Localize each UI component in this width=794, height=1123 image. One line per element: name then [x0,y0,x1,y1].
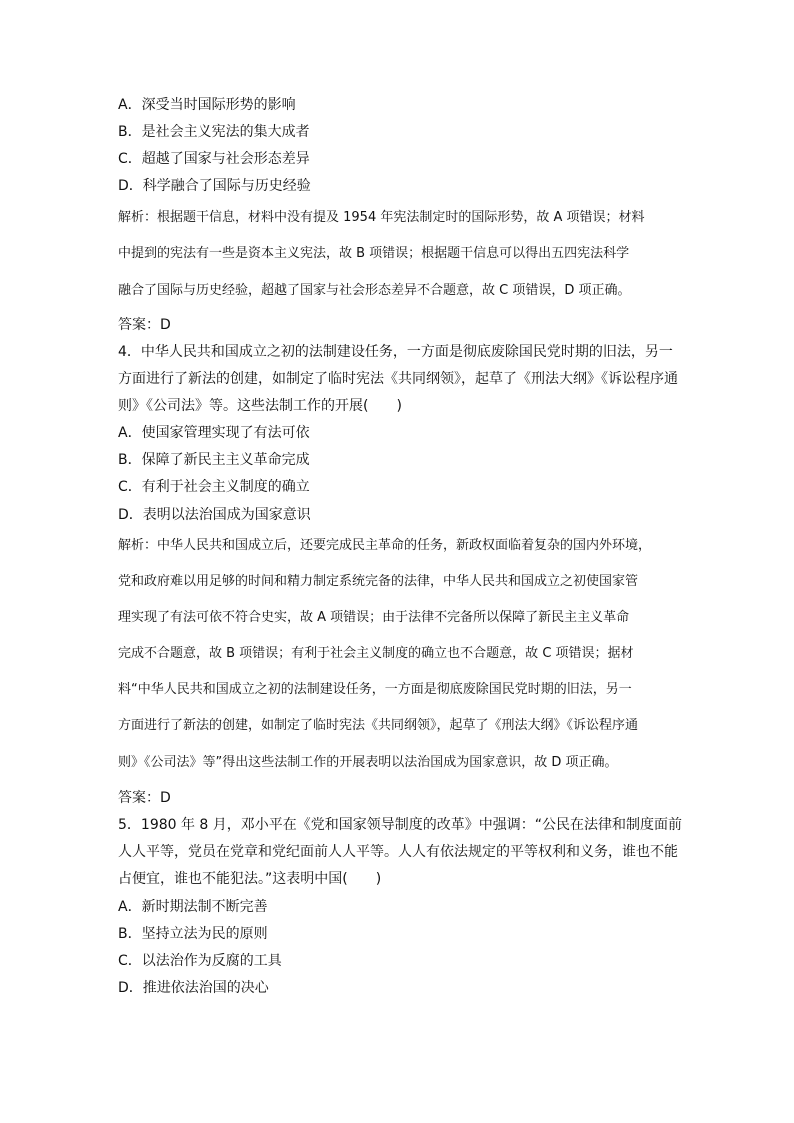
q3-analysis-line-1: 解析：根据题干信息，材料中没有提及 1954 年宪法制定时的国际形势，故 A 项错误；材料 [118,210,645,225]
q4-stem-line-3: 则》《公司法》等。这些法制工作的开展( ) [118,398,402,414]
q3-option-b: B．是社会主义宪法的集大成者 [118,124,310,140]
q4-analysis-line-4: 完成不合题意，故 B 项错误；有利于社会主义制度的确立也不合题意，故 C 项错误；据材 [118,646,634,661]
q4-analysis-line-3: 理实现了有法可依不符合史实，故 A 项错误；由于法律不完备所以保障了新民主主义革命 [118,610,630,625]
q4-answer: 答案：D [118,790,171,806]
q4-option-a: A．使国家管理实现了有法可依 [118,425,310,441]
q3-option-d: D．科学融合了国际与历史经验 [118,178,311,194]
q5-option-b: B．坚持立法为民的原则 [118,926,268,942]
q5-option-a: A．新时期法制不断完善 [118,899,268,915]
q5-option-d: D．推进依法治国的决心 [118,980,269,996]
q4-stem-line-2: 方面进行了新法的创建，如制定了临时宪法《共同纲领》，起草了《刑法大纲》《诉讼程序通 [118,371,678,387]
q4-analysis-line-6: 方面进行了新法的创建，如制定了临时宪法《共同纲领》，起草了《刑法大纲》《诉讼程序通 [118,718,639,733]
q4-option-c: C．有利于社会主义制度的确立 [118,479,310,495]
q3-analysis-line-3: 融合了国际与历史经验，超越了国家与社会形态差异不合题意，故 C 项错误，D 项正确。 [118,283,631,298]
q4-analysis-line-1: 解析：中华人民共和国成立后，还要完成民主革命的任务，新政权面临着复杂的国内外环境， [118,538,652,553]
q5-stem-line-1: 5．1980 年 8 月，邓小平在《党和国家领导制度的改革》中强调：“公民在法律和制度面前 [118,817,683,833]
q3-answer: 答案：D [118,317,171,333]
q3-analysis-line-2: 中提到的宪法有一些是资本主义宪法，故 B 项错误；根据题干信息可以得出五四宪法科学 [118,246,630,261]
q5-stem-line-2: 人人平等，党员在党章和党纪面前人人平等。人人有依法规定的平等权利和义务，谁也不能 [118,844,678,860]
q5-option-c: C．以法治作为反腐的工具 [118,953,282,969]
q3-option-c: C．超越了国家与社会形态差异 [118,151,310,167]
q4-analysis-line-7: 则》《公司法》等”得出这些法制工作的开展表明以法治国成为国家意识，故 D 项正确。 [118,755,618,770]
q4-option-b: B．保障了新民主主义革命完成 [118,452,310,468]
q4-analysis-line-5: 料“中华人民共和国成立之初的法制建设任务，一方面是彻底废除国民党时期的旧法，另一 [118,682,632,697]
q4-analysis-line-2: 党和政府难以用足够的时间和精力制定系统完备的法律，中华人民共和国成立之初使国家管 [118,574,639,589]
q4-stem-line-1: 4．中华人民共和国成立之初的法制建设任务，一方面是彻底废除国民党时期的旧法，另一 [118,344,673,360]
q5-stem-line-3: 占便宜，谁也不能犯法。”这表明中国( ) [118,871,382,887]
q4-option-d: D．表明以法治国成为国家意识 [118,507,311,523]
q3-option-a: A．深受当时国际形势的影响 [118,97,296,113]
